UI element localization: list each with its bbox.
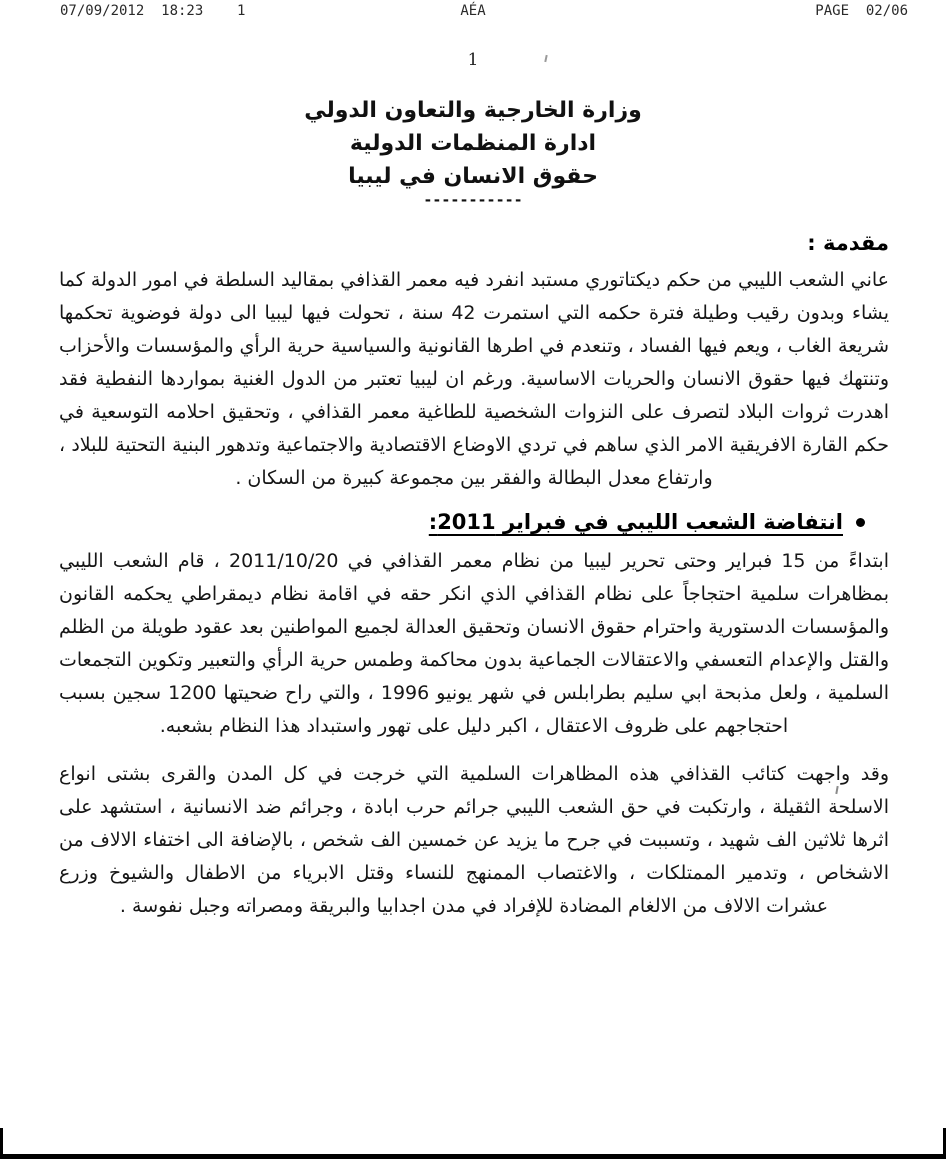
scan-bottom-edge-bar [0, 1154, 946, 1159]
title-line-department: ادارة المنظمات الدولية [349, 131, 597, 156]
uprising-section-heading: انتفاضة الشعب الليبي في فبراير 2011: [428, 510, 843, 534]
fax-header [0, 3, 946, 23]
title-line-ministry: وزارة الخارجية والتعاون الدولي [304, 98, 642, 123]
bullet-icon [856, 518, 865, 527]
uprising-paragraph-2: وقد واجهت كتائب القذافي هذه المظاهرات السلمية التي خرجت في كل المدن والقرى بشتى انواع الاسلحة الثقيلة ، وارتكبت في حق الشعب الليبي جرائم حرب ابادة ، وجرائم ضد الانسانية ، استشهد على اثرها ثلاثين الف شهيد ، وتسببت في جرح ما يزيد عن خمسين الف شخص ، بالإضافة الى اختفاء الالاف من الاشخاص ، وتدمير الممتلكات ، والاغتصاب الممنهج للنساء وقتل الابرياء من الاطفال والشيوخ وزرع عشرات الالاف من الالغام المضادة للإفراد في مدن اجدابيا والبريقة ومصراته وجبل نفوسة . [59, 763, 889, 917]
scan-edge-mark [0, 1128, 3, 1154]
fax-page-indicator: PAGE 02/06 [815, 3, 908, 19]
document-title-block [0, 94, 946, 207]
page-number: 1 [467, 50, 479, 70]
fax-station-id: AÉA [460, 3, 486, 19]
fax-timestamp: 07/09/2012 18:23 1 [60, 3, 246, 19]
uprising-paragraph-1: ابتداءً من 15 فبراير وحتى تحرير ليبيا من نظام معمر القذافي في 2011/10/20 ، قام الشعب الليبي بمظاهرات سلمية احتجاجاً على نظام القذافي الذي انكر حقه في اقامة نظام ديمقراطي يحكمه القانون والمؤسسات الدستورية واحترام حقوق الانسان وتحقيق العدالة لجميع المواطنين بعد عقود طويلة من الظلم والقتل والإعدام التعسفي والاعتقالات الجماعية بدون محاكمة وطمس حرية الرأي والتعبير وتكوين التجمعات السلمية ، ولعل مذبحة ابي سليم بطرابلس في شهر يونيو 1996 ، والتي راح ضحيتها 1200 سجين بسبب احتجاجهم على ظروف الاعتقال ، اكبر دليل على تهور واستبداد هذا النظام بشعبه. [59, 550, 889, 737]
intro-heading: مقدمة : [807, 231, 889, 255]
title-line-subject: حقوق الانسان في ليبيا [348, 164, 598, 189]
title-separator-dashes: ----------- [423, 191, 523, 209]
uprising-section-heading-row [59, 510, 889, 534]
document-body [59, 231, 889, 938]
intro-paragraph: عاني الشعب الليبي من حكم ديكتاتوري مستبد انفرد فيه معمر القذافي بمقاليد السلطة في امور الدولة كما يشاء وبدون رقيب وطيلة فترة حكمه التي استمرت 42 سنة ، تحولت فيها ليبيا الى دولة فوضوية تحكمها شريعة الغاب ، ويعم فيها الفساد ، وتنعدم في اطرها القانونية والسياسية حرية الرأي والمؤسسات والأحزاب وتنتهك فيها حقوق الانسان والحريات الاساسية. ورغم ان ليبيا تعتبر من الدول الغنية بمواردها النفطية فقد اهدرت ثروات البلاد لتصرف على النزوات الشخصية للطاغية معمر القذافي ، وتحقيق احلامه التوسعية في حكم القارة الافريقية الامر الذي ساهم في تردي الاوضاع الاقتصادية والاجتماعية وتدهور البنية التحتية للبلاد ، وارتفاع معدل البطالة والفقر بين مجموعة كبيرة من السكان . [59, 269, 889, 489]
